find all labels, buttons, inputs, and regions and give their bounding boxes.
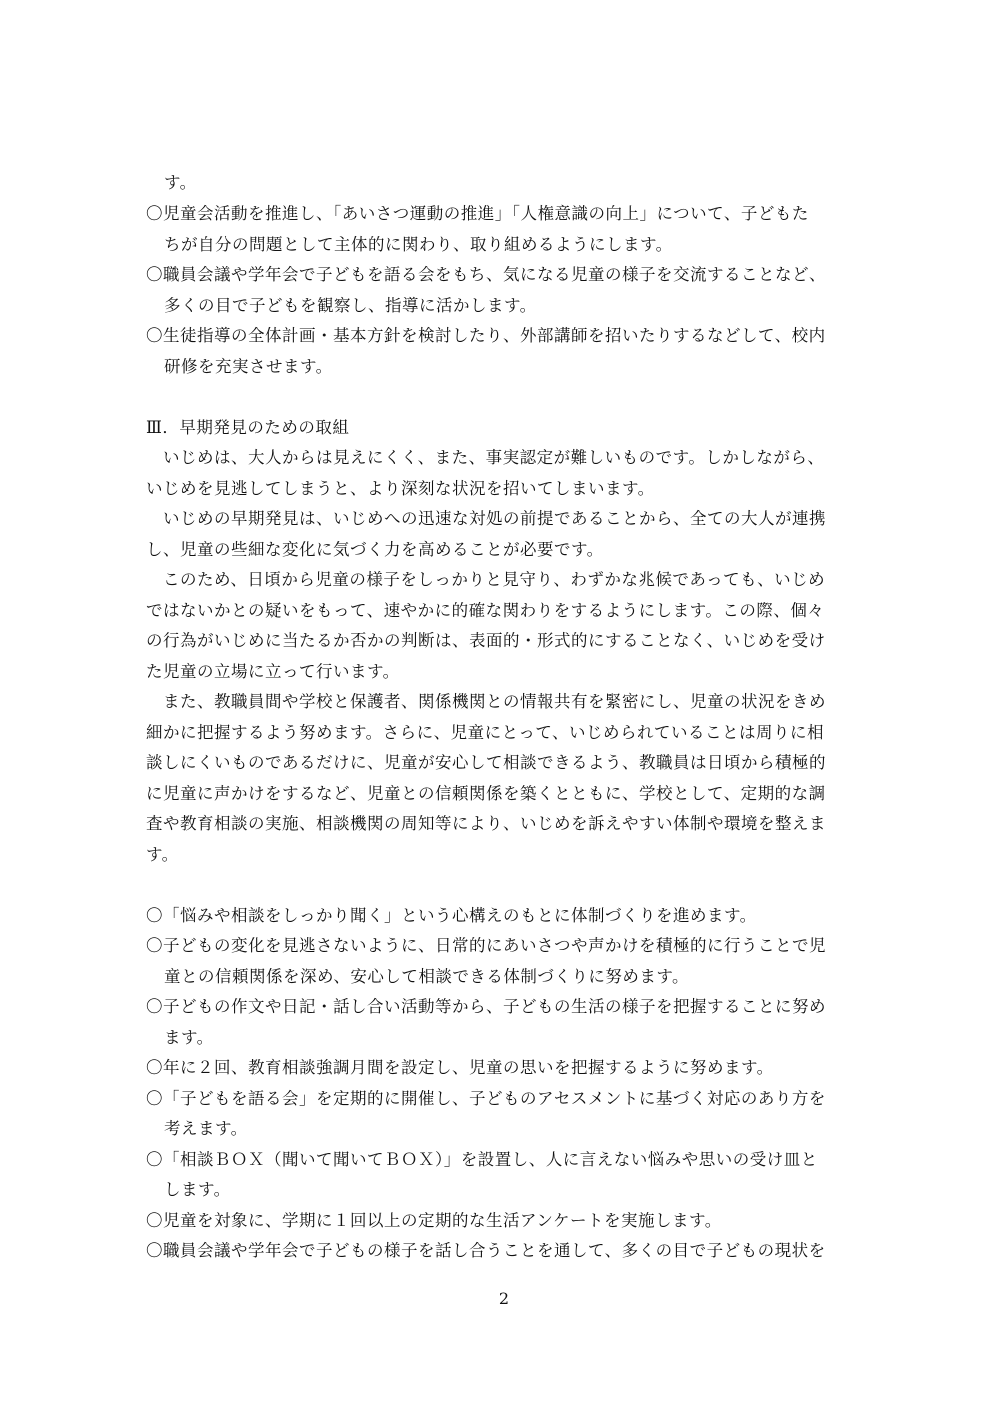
list-item: 〇子どもの作文や日記・話し合い活動等から、子どもの生活の様子を把握することに努め xyxy=(146,997,826,1016)
list-item: 〇「悩みや相談をしっかり聞く」という心構えのもとに体制づくりを進めます。 xyxy=(146,906,757,925)
list-item-continuation: 童との信頼関係を深め、安心して相談できる体制づくりに努めます。 xyxy=(164,967,690,986)
list-item-continuation: ます。 xyxy=(164,1028,214,1047)
list-item-continuation: 考えます。 xyxy=(164,1119,248,1138)
paragraph-line: このため、日頃から児童の様子をしっかりと見守り、わずかな兆候であっても、いじめ xyxy=(146,570,826,589)
section-heading: Ⅲ．早期発見のための取組 xyxy=(146,418,350,437)
list-item: 〇生徒指導の全体計画・基本方針を検討したり、外部講師を招いたりするなどして、校内 xyxy=(146,326,826,345)
paragraph-line: し、児童の些細な変化に気づく力を高めることが必要です。 xyxy=(146,540,604,559)
list-item: 〇子どもの変化を見逃さないように、日常的にあいさつや声かけを積極的に行うことで児 xyxy=(146,936,826,955)
paragraph-line: また、教職員間や学校と保護者、関係機関との情報共有を緊密にし、児童の状況をきめ xyxy=(146,692,826,711)
list-item: 〇年に２回、教育相談強調月間を設定し、児童の思いを把握するように努めます。 xyxy=(146,1058,774,1077)
list-item-continuation: 多くの目で子どもを観察し、指導に活かします。 xyxy=(164,296,537,315)
paragraph-line: 細かに把握するよう努めます。さらに、児童にとって、いじめられていることは周りに相 xyxy=(146,723,825,742)
paragraph-line: いじめを見逃してしまうと、より深刻な状況を招いてしまいます。 xyxy=(146,479,655,498)
list-item-continuation: 研修を充実させます。 xyxy=(164,357,333,376)
continuation-text: す。 xyxy=(164,173,197,192)
list-item: 〇児童を対象に、学期に１回以上の定期的な生活アンケートを実施します。 xyxy=(146,1211,722,1230)
list-item-continuation: ちが自分の問題として主体的に関わり、取り組めるようにします。 xyxy=(164,235,673,254)
paragraph-line: た児童の立場に立って行います。 xyxy=(146,662,400,681)
list-item-continuation: します。 xyxy=(164,1180,231,1199)
list-item: 〇職員会議や学年会で子どもを語る会をもち、気になる児童の様子を交流することなど、 xyxy=(146,265,826,284)
paragraph-line: いじめの早期発見は、いじめへの迅速な対処の前提であることから、全ての大人が連携 xyxy=(146,509,826,528)
paragraph-line: 査や教育相談の実施、相談機関の周知等により、いじめを訴えやすい体制や環境を整えま xyxy=(146,814,826,833)
paragraph-line: いじめは、大人からは見えにくく、また、事実認定が難しいものです。しかしながら、 xyxy=(146,448,825,467)
list-item: 〇「子どもを語る会」を定期的に開催し、子どものアセスメントに基づく対応のあり方を xyxy=(146,1089,826,1108)
paragraph-line: の行為がいじめに当たるか否かの判断は、表面的・形式的にすることなく、いじめを受け xyxy=(146,631,826,650)
paragraph-line: 談しにくいものであるだけに、児童が安心して相談できるよう、教職員は日頃から積極的 xyxy=(146,753,826,772)
page-number: 2 xyxy=(498,1289,510,1308)
list-item: 〇職員会議や学年会で子どもの様子を話し合うことを通して、多くの目で子どもの現状を xyxy=(146,1241,826,1260)
paragraph-line: す。 xyxy=(146,845,179,864)
paragraph-line: ではないかとの疑いをもって、速やかに的確な関わりをするようにします。この際、個々 xyxy=(146,601,825,620)
list-item: 〇児童会活動を推進し、「あいさつ運動の推進」「人権意識の向上」について、子どもた xyxy=(146,204,809,223)
paragraph-line: に児童に声かけをするなど、児童との信頼関係を築くとともに、学校として、定期的な調 xyxy=(146,784,826,803)
list-item: 〇「相談ＢＯＸ（聞いて聞いてＢＯＸ）」を設置し、人に言えない悩みや思いの受け皿と xyxy=(146,1150,818,1169)
